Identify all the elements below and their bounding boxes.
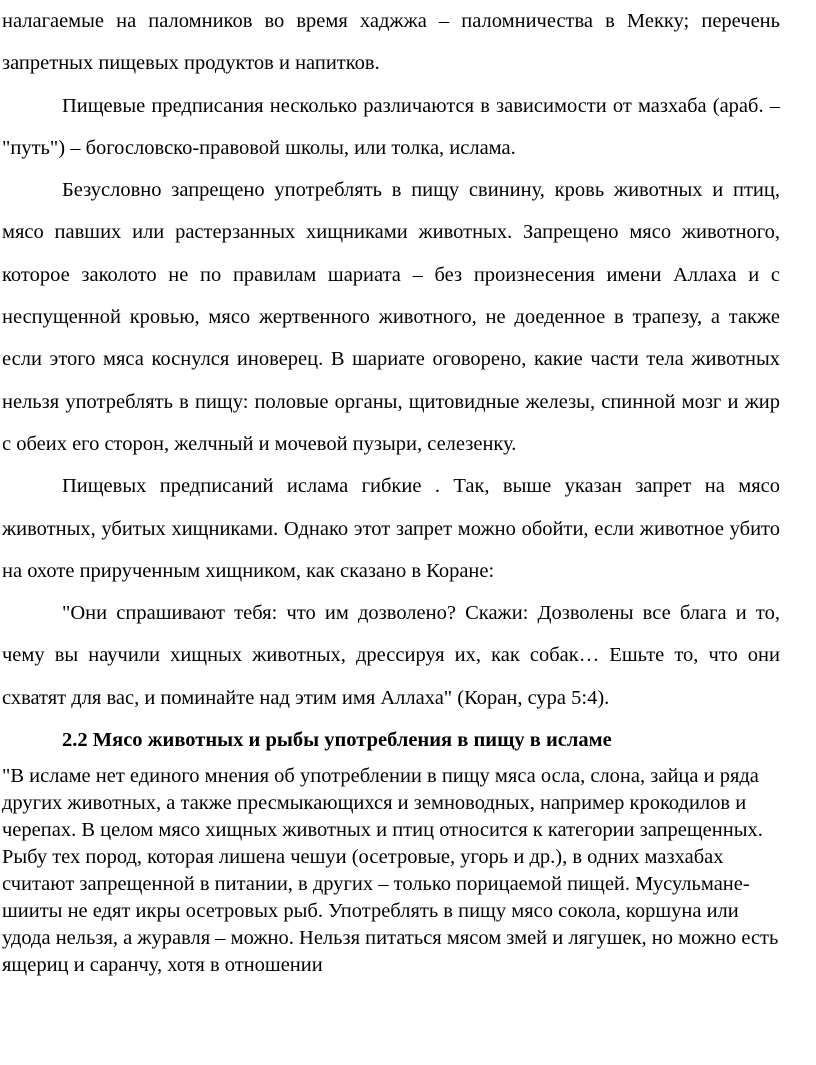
paragraph-forbidden-foods: Безусловно запрещено употреблять в пищу свинину, кровь животных и птиц, мясо павших или растерзанных хищниками животных. Запрещено мясо животного, которое заколото не по правилам шариата – без произнесения имени Аллаха и с неспущенной кровью, мясо жертвенного животного, не доеденное в трапезу, а также если этого мяса коснулся иноверец. В шариате оговорено, какие части тела животных нельзя употреблять в пищу: половые органы, щитовидные железы, спинной мозг и жир с обеих его сторон, желчный и мочевой пузыри, селезенку. [2,179,780,455]
paragraph-meat-and-fish: "В исламе нет единого мнения об употреблении в пищу мяса осла, слона, зайца и ряда других животных, а также пресмыкающихся и земноводных, например крокодилов и черепах. В целом мясо хищных животных и птиц относится к категории запрещенных. Рыбу тех пород, которая лишена чешуи (осетровые, угорь и др.), в одних мазхабах считают запрещенной в питании, в других – только порицаемой пищей. Мусульмане-шииты не едят икры осетровых рыб. Употреблять в пищу мясо сокола, коршуна или удода нельзя, а журавля – можно. Нельзя питаться мясом змей и лягушек, но можно есть ящериц и саранчу, хотя в отношении [2,765,779,977]
paragraph-pilgrimage-restrictions: налагаемые на паломников во время хаджжа – паломничества в Мекку; перечень запретных пищевых продуктов и напитков. [2,10,780,75]
paragraph-flexible-prescriptions: Пищевых предписаний ислама гибкие . Так, выше указан запрет на мясо животных, убитых хищниками. Однако этот запрет можно обойти, если животное убито на охоте прирученным хищником, как сказано в Коране: [2,475,780,582]
paragraph-quran-quote: "Они спрашивают тебя: что им дозволено? Скажи: Дозволены все блага и то, чему вы научили хищных животных, дрессируя их, как собак… Ешьте то, что они схватят для вас, и поминайте над этим имя Аллаха" (Коран, сура 5:4). [2,602,780,709]
section-heading: 2.2 Мясо животных и рыбы употребления в пищу в исламе [62,729,612,752]
paragraph-madhhab-differences: Пищевые предписания несколько различаются в зависимости от мазхаба (араб. – "путь") – богословско-правовой школы, или толка, ислама. [2,94,780,159]
